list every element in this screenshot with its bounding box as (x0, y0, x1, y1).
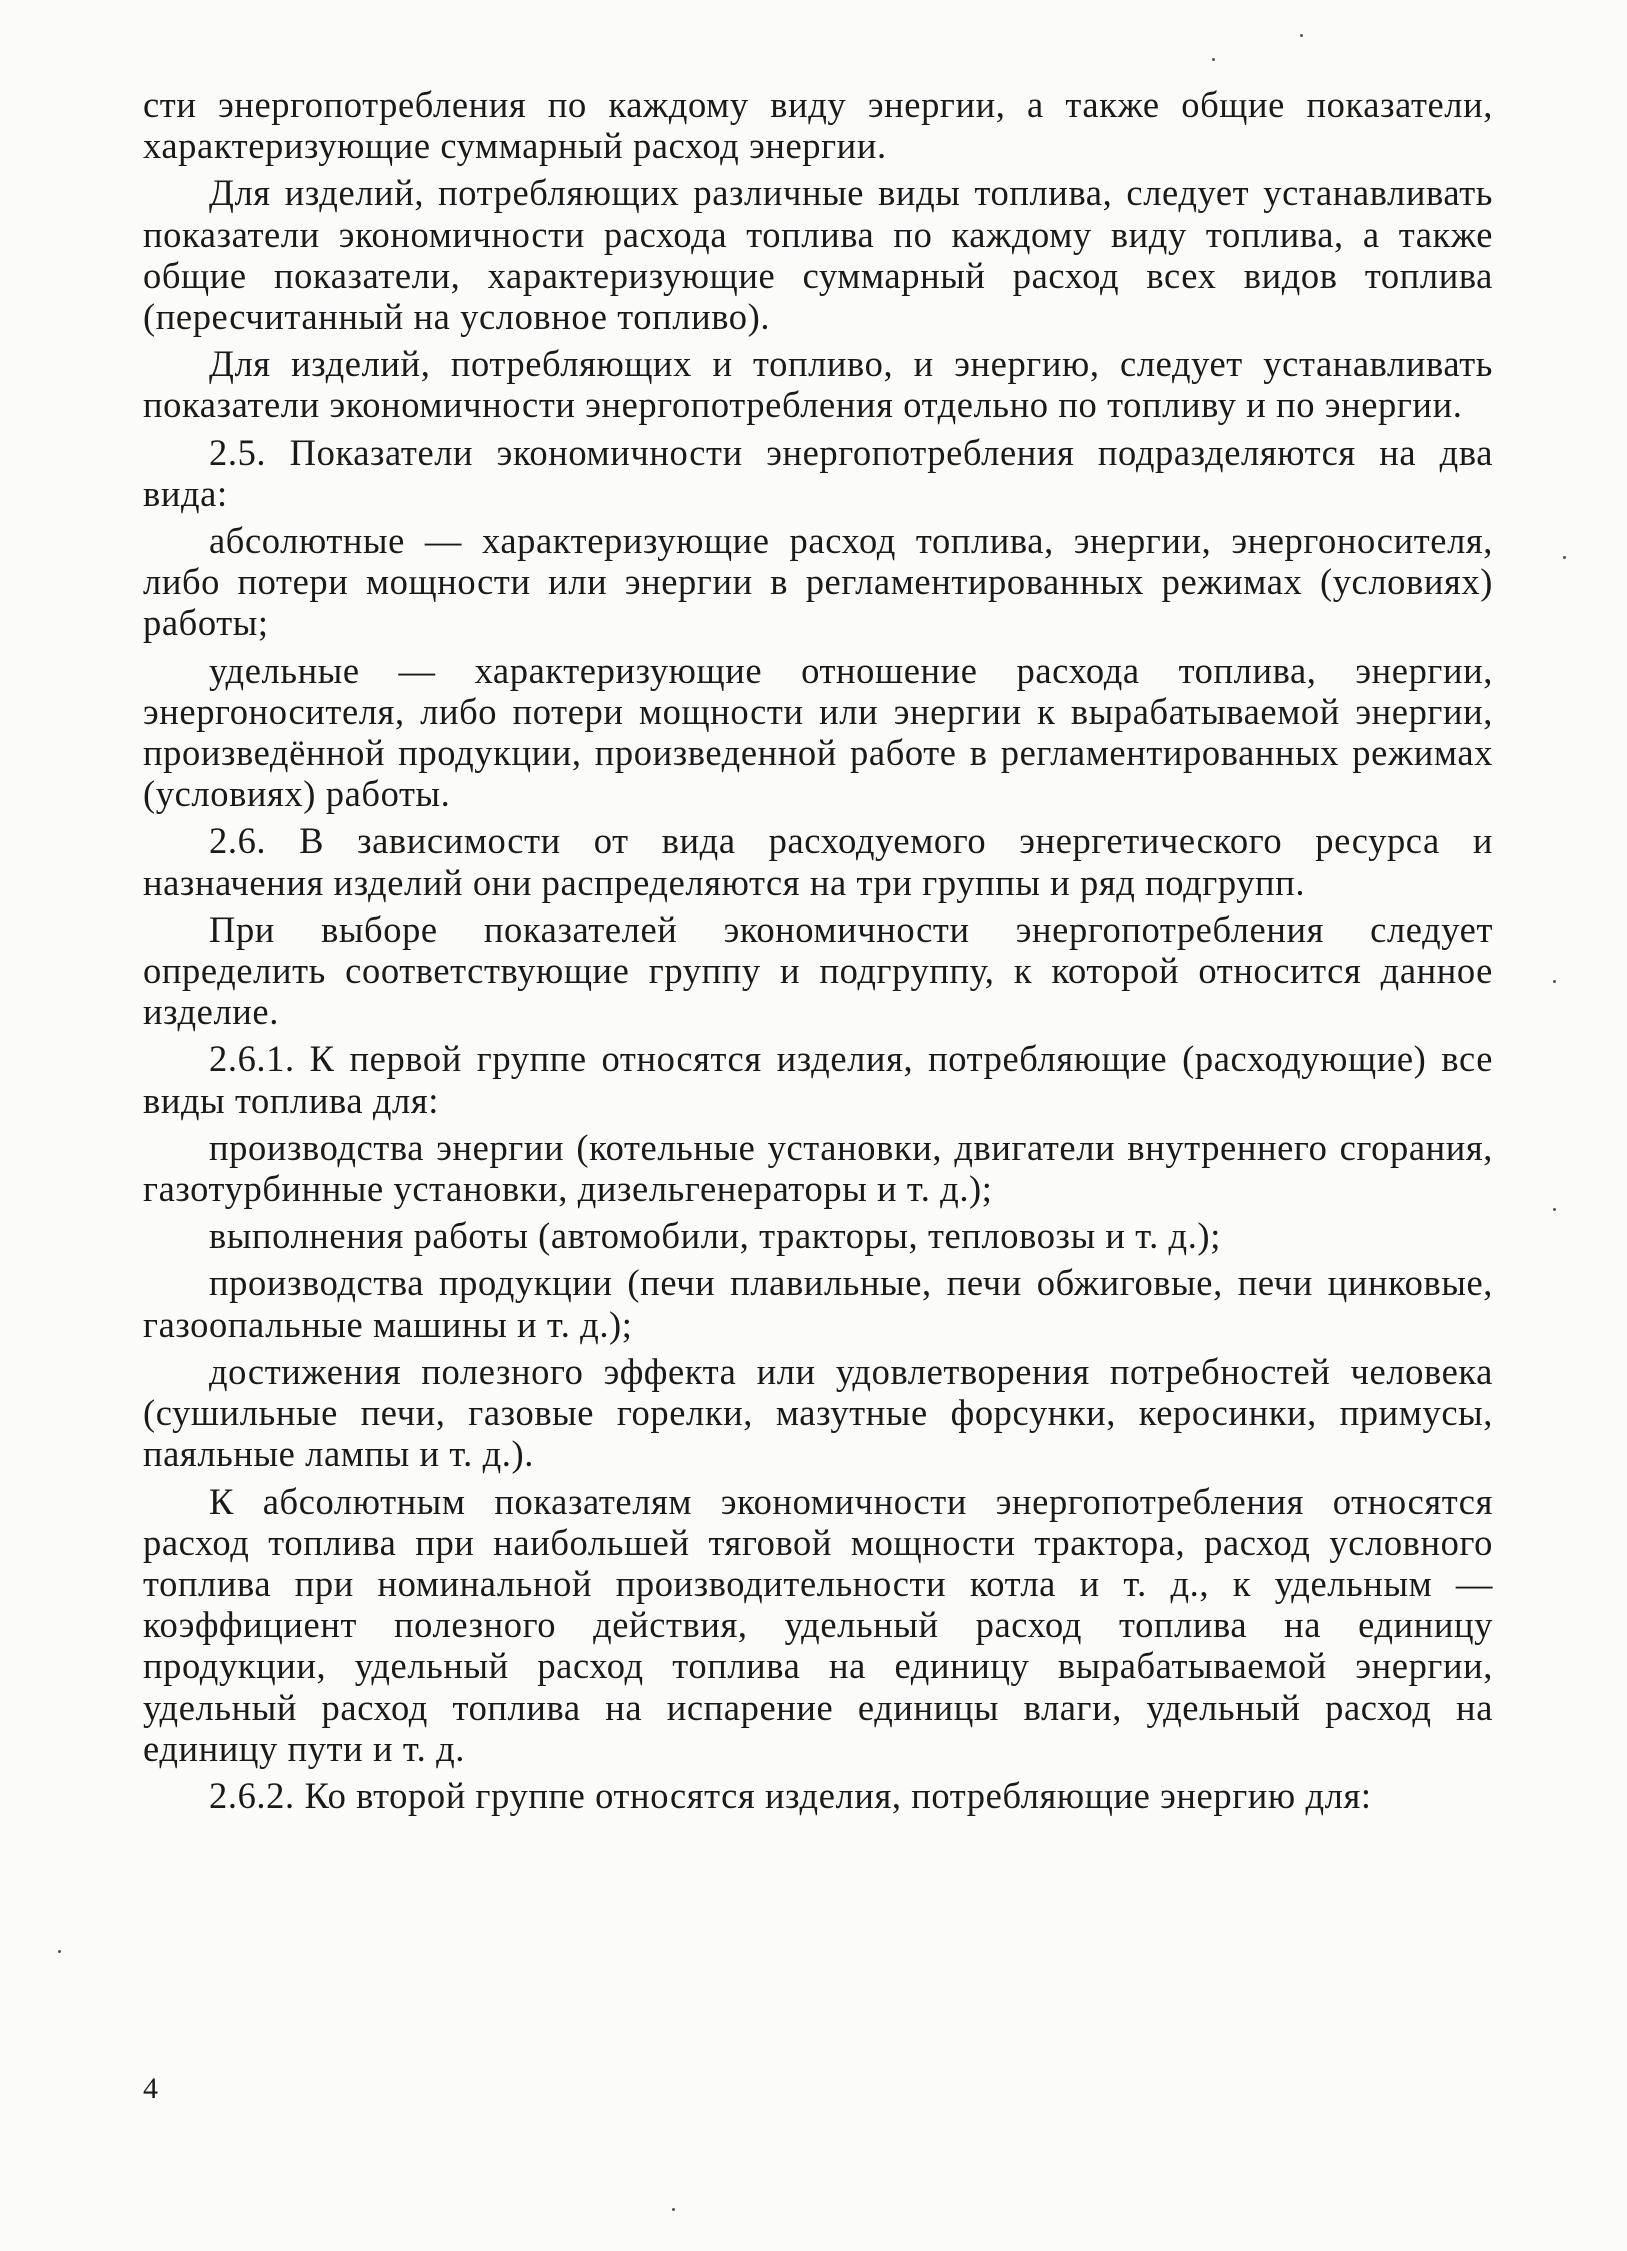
scan-speck (672, 2208, 675, 2211)
scan-speck (1212, 58, 1215, 61)
paragraph-11: выполнения работы (автомобили, тракторы, тепловозы и т. д.); (209, 1215, 1221, 1257)
paragraph-14: К абсолютным показателям экономичности энергопотребления относятся расход топлива при наибольшей тяговой мощности трактора, расход условного топлива при номинальной производительности котла и т. д., к удельным — коэффициент полезного действия, удельный расход топлива на единицу продукции, удельный расход топлива на единицу вырабатываемой энергии, удельный расход топлива на испарение единицы влаги, удельный расход на единицу пути и т. д. (143, 1480, 1493, 1769)
paragraph-12: производства продукции (печи плавильные, печи обжиговые, печи цинковые, газоопальные машины и т. д.); (143, 1262, 1493, 1345)
paragraph-9: 2.6.1. К первой группе относятся изделия, потребляющие (расходующие) все виды топлива для: (143, 1038, 1493, 1121)
paragraph-5: абсолютные — характеризующие расход топлива, энергии, энергоносителя, либо потери мощности или энергии в регламентированных режимах (условиях) работы; (143, 520, 1493, 644)
scan-speck (58, 1950, 61, 1953)
paragraph-13: достижения полезного эффекта или удовлетворения потребностей человека (сушильные печи, газовые горелки, мазутные форсунки, керосинки, примусы, паяльные лампы и т. д.). (143, 1350, 1493, 1475)
paragraph-7: 2.6. В зависимости от вида расходуемого энергетического ресурса и назначения изделий они распределяются на три группы и ряд подгрупп. (143, 820, 1493, 903)
paragraph-6: удельные — характеризующие отношение расхода топлива, энергии, энергоносителя, либо потери мощности или энергии к вырабатываемой энергии, произведённой продукции, произведенной работе в регламентированных режимах (условиях) работы. (143, 649, 1493, 815)
page-number: 4 (143, 2072, 158, 2105)
paragraph-2: Для изделий, потребляющих различные виды топлива, следует устанавливать показатели экономичности расхода топлива по каждому виду топлива, а также общие показатели, характеризующие суммарный расход всех видов топлива (пересчитанный на условное топливо). (143, 172, 1493, 338)
paragraph-10: производства энергии (котельные установки, двигатели внутреннего сгорания, газотурбинные установки, дизельгенераторы и т. д.); (143, 1126, 1493, 1210)
scan-speck (1563, 556, 1566, 559)
paragraph-4: 2.5. Показатели экономичности энергопотребления подразделяются на два вида: (143, 431, 1493, 514)
scan-speck (1300, 34, 1303, 37)
paragraph-15: 2.6.2. Ко второй группе относятся изделия, потребляющие энергию для: (209, 1774, 1372, 1816)
paragraph-3: Для изделий, потребляющих и топливо, и энергию, следует устанавливать показатели экономичности энергопотребления отдельно по топливу и по энергии. (143, 343, 1493, 426)
paragraph-8: При выборе показателей экономичности энергопотребления следует определить соответствующие группу и подгруппу, к которой относится данное изделие. (143, 908, 1493, 1033)
paragraph-1: сти энергопотребления по каждому виду энергии, а также общие показатели, характеризующие суммарный расход энергии. (143, 84, 1493, 167)
scan-speck (1553, 1208, 1556, 1211)
scan-speck (1553, 980, 1556, 983)
body-text (143, 84, 1493, 1822)
